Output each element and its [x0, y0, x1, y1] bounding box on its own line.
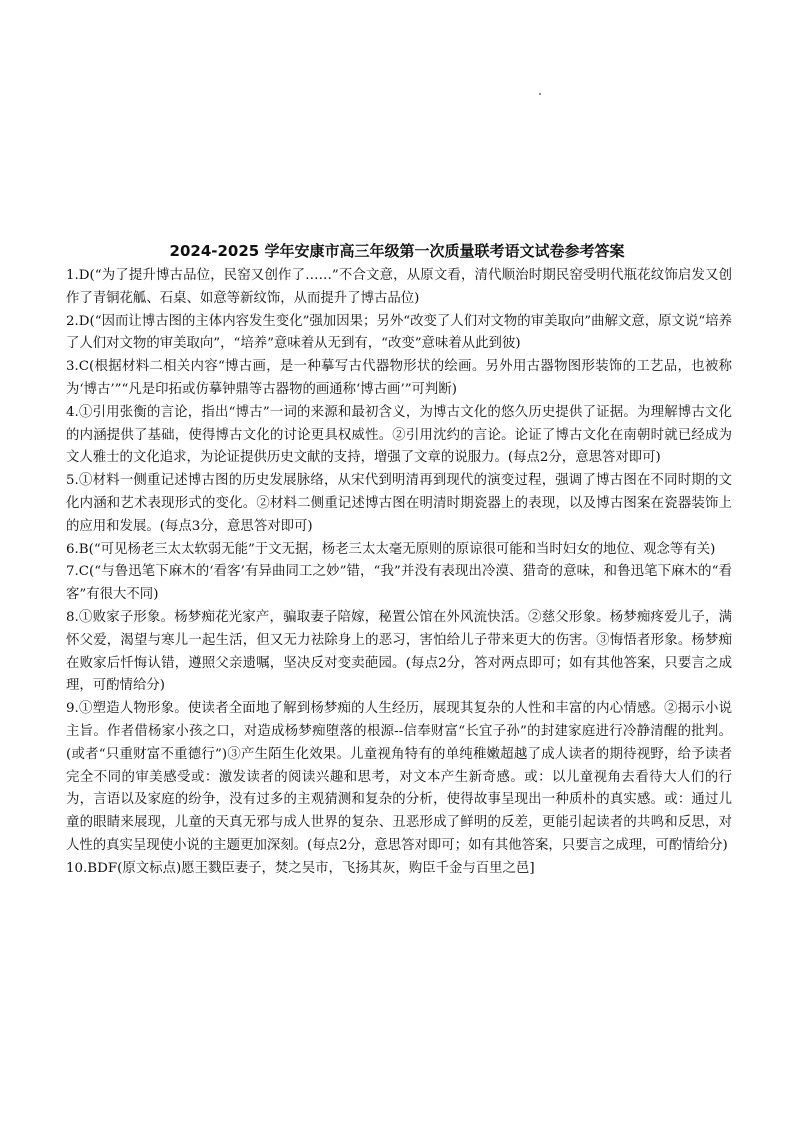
answer-item-6: 6.B(“可见杨老三太太软弱无能”于文无据，杨老三太太毫无原则的原谅很可能和当时妇女的地位、观念等有关) — [66, 541, 716, 557]
answer-item-2: 2.D(“因而让博古图的主体内容发生变化”强加因果；另外“改变了人们对文物的审美取向”曲解文意，原文说“培养了人们对文物的审美取向”，“培养”意味着从无到有，“改变”意味着从此到彼) — [66, 313, 732, 352]
document-title: 2024-2025 学年安康市高三年级第一次质量联考语文试卷参考答案 — [169, 242, 625, 260]
answer-item-3: 3.C(根据材料二相关内容“博古画，是一种摹写古代器物形状的绘画。另外用古器物图形装饰的工艺品，也被称为‘博古’”“凡是印拓或仿摹钟鼎等古器物的画通称‘博古画’”可判断) — [66, 359, 732, 397]
answer-list — [66, 265, 732, 881]
answer-item-9: 9.①塑造人物形象。使读者全面地了解到杨梦痴的人生经历，展现其复杂的人性和丰富的内心情感。②揭示小说主旨。作者借杨家小孩之口，对造成杨梦痴堕落的根源--信奉财富“长宜子孙”的封建家庭进行冷静清醒的批判。(或者“只重财富不重德行”)③产生陌生化效果。儿童视角特有的单纯稚嫩超越了成人读者的期待视野，给予读者完全不同的审美感受或：激发读者的阅读兴趣和思考，对文本产生新奇感。或：以儿童视角去看待大人们的行为，言语以及家庭的纷争，没有过多的主观猜测和复杂的分析，使得故事呈现出一种质朴的真实感。或：通过儿童的眼睛来展现，儿童的天真无邪与成人世界的复杂、丑恶形成了鲜明的反差，更能引起读者的共鸣和反思，对人性的真实呈现使小说的主题更加深刻。(每点2分，意思答对即可；如有其他答案，只要言之成理，可酌情给分) — [66, 701, 732, 853]
answer-item-5: 5.①材料一侧重记述博古图的历史发展脉络，从宋代到明清再到现代的演变过程，强调了博古图在不同时期的文化内涵和艺术表现形式的变化。②材料二侧重记述博古图在明清时期瓷器上的表现，以及博古图案在瓷器装饰上的应用和发展。(每点3分，意思答对即可) — [66, 473, 732, 534]
answer-item-4: 4.①引用张衡的言论，指出“博古”一词的来源和最初含义，为博古文化的悠久历史提供了证据。为理解博古文化的内涵提供了基础，使得博古文化的讨论更具权威性。②引用沈约的言论。论证了博古文化在南朝时就已经成为文人雅士的文化追求，为论证提供历史文献的支持，增强了文章的说服力。(每点2分，意思答对即可) — [66, 404, 732, 466]
answer-item-8: 8.①败家子形象。杨梦痴花光家产，骗取妻子陪嫁，秘置公馆在外风流快活。②慈父形象。杨梦痴疼爱儿子，满怀父爱，渴望与寒儿一起生活，但又无力祛除身上的恶习，害怕给儿子带来更大的伤害。③悔悟者形象。杨梦痴在败家后忏悔认错，遵照父亲遗嘱，坚决反对变卖葩园。(每点2分，答对两点即可；如有其他答案，只要言之成理，可酌情给分) — [66, 609, 732, 694]
answer-item-7: 7.C(“与鲁迅笔下麻木的‘看客’有异曲同工之妙”错，“我”并没有表现出冷漠、猎奇的意味，和鲁迅笔下麻木的“看客”有很大不同) — [66, 564, 732, 603]
answer-item-10: 10.BDF(原文标点)愿王戮臣妻子，焚之吴市，飞扬其灰，购臣千金与百里之邑] — [66, 860, 535, 876]
scan-speck — [539, 93, 541, 95]
answer-item-1: 1.D(“为了提升博古品位，民窑又创作了……”不合文意，从原文看，清代顺治时期民窑受明代瓶花纹饰启发又创作了青铜花觚、石桌、如意等新纹饰，从而提升了博古品位) — [66, 268, 732, 306]
